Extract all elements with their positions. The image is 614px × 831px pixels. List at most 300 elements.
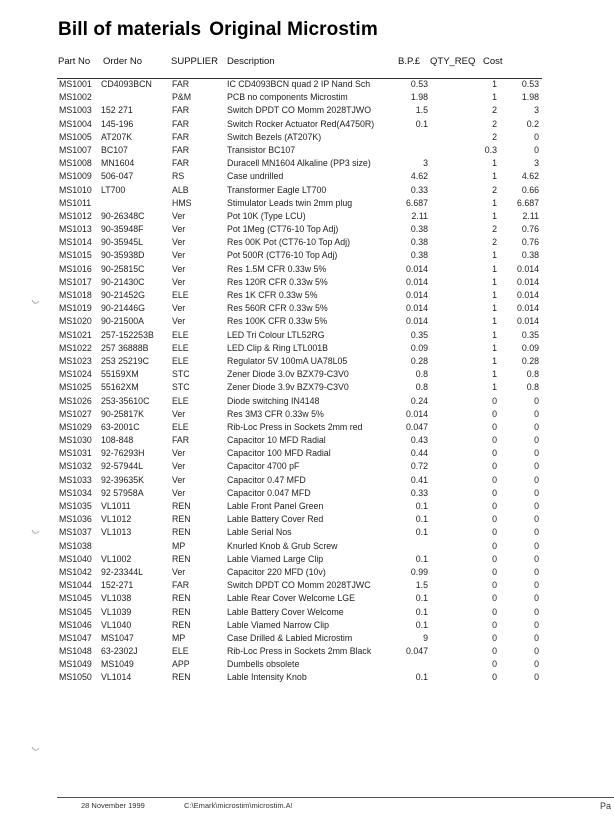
description-cell: Lable Battery Cover Welcome [227,606,344,617]
table-row [0,474,614,487]
cost-cell: 0.66 [521,184,539,195]
description-cell: Capacitor 10 MFD Radial [227,435,326,446]
part-no-cell: MS1031 [59,448,92,459]
header-description: Description [227,56,275,67]
order-no-cell: 108-848 [101,435,134,446]
unit-price-cell: 0.38 [410,237,428,248]
unit-price-cell: 0.1 [415,527,428,538]
cost-cell: 0.014 [516,263,539,274]
supplier-cell: Ver [172,566,186,577]
description-cell: Pot 1Meg (CT76-10 Top Adj) [227,224,339,235]
table-row [0,619,614,632]
quantity-cell: 0 [492,421,497,432]
part-no-cell: MS1013 [59,224,92,235]
table-row [0,395,614,408]
cost-cell: 0.014 [516,276,539,287]
table-row [0,302,614,315]
order-no-cell: 92 57958A [101,487,144,498]
part-no-cell: MS1008 [59,158,92,169]
unit-price-cell: 0.43 [410,435,428,446]
quantity-cell: 1 [492,316,497,327]
part-no-cell: MS1022 [59,342,92,353]
table-row [0,513,614,526]
unit-price-cell: 0.1 [415,553,428,564]
supplier-cell: Ver [172,316,186,327]
part-no-cell: MS1038 [59,540,92,551]
unit-price-cell: 0.53 [410,79,428,89]
supplier-cell: Ver [172,276,186,287]
cost-cell: 0 [534,659,539,670]
quantity-cell: 0 [492,527,497,538]
quantity-cell: 2 [492,224,497,235]
table-row [0,368,614,381]
cost-cell: 0 [534,593,539,604]
table-row [0,91,614,104]
description-cell: Res 1.5M CFR 0.33w 5% [227,263,327,274]
cost-cell: 0 [534,540,539,551]
unit-price-cell: 0.1 [415,501,428,511]
description-cell: Lable Viamed Large Clip [227,553,324,564]
supplier-cell: FAR [172,105,190,116]
order-no-cell: 253 25219C [101,355,149,366]
table-row [0,276,614,289]
part-no-cell: MS1011 [59,197,92,208]
table-row [0,671,614,684]
cost-cell: 0 [534,474,539,485]
description-cell: Lable Battery Cover Red [227,514,324,525]
table-row [0,645,614,658]
supplier-cell: FAR [172,158,190,169]
part-no-cell: MS1047 [59,632,92,643]
unit-price-cell: 0.09 [410,342,428,353]
part-no-cell: MS1026 [59,395,92,406]
table-row [0,553,614,566]
table-row [0,606,614,619]
cost-cell: 0 [534,619,539,630]
cost-cell: 0.53 [521,79,539,89]
order-no-cell: 90-35945L [101,237,144,248]
footer-date: 28 November 1999 [81,801,145,810]
supplier-cell: FAR [172,144,190,155]
description-cell: Lable Front Panel Green [227,501,324,511]
quantity-cell: 0.3 [484,144,497,155]
supplier-cell: REN [172,672,191,683]
order-no-cell: 90-21500A [101,316,145,327]
quantity-cell: 0 [492,619,497,630]
cost-cell: 0 [534,144,539,155]
cost-cell: 0 [534,408,539,419]
cost-cell: 0.28 [521,355,539,366]
cost-cell: 0 [534,580,539,591]
quantity-cell: 2 [492,184,497,195]
page-footer [57,797,614,810]
cost-cell: 0 [534,501,539,511]
supplier-cell: P&M [172,92,192,103]
cost-cell: 0 [534,421,539,432]
description-cell: Zener Diode 3.9v BZX79-C3V0 [227,382,349,393]
quantity-cell: 1 [492,250,497,261]
description-cell: Capacitor 0.47 MFD [227,474,306,485]
order-no-cell: AT207K [101,131,133,142]
table-row [0,249,614,262]
supplier-cell: APP [172,659,190,670]
quantity-cell: 2 [492,237,497,248]
description-cell: Rib-Loc Press in Sockets 2mm red [227,421,363,432]
description-cell: Switch Rocker Actuator Red(A4750R) [227,118,375,129]
description-cell: Capacitor 100 MFD Radial [227,448,331,459]
supplier-cell: REN [172,514,191,525]
part-no-cell: MS1042 [59,566,92,577]
unit-price-cell: 0.1 [415,672,428,683]
quantity-cell: 1 [492,79,497,89]
title-part-2: Original Microstim [209,19,378,40]
part-no-cell: MS1020 [59,316,92,327]
quantity-cell: 0 [492,553,497,564]
cost-cell: 4.62 [521,171,539,182]
unit-price-cell: 0.44 [410,448,428,459]
description-cell: LED Clip & Ring LTL001B [227,342,329,353]
table-row [0,104,614,117]
part-no-cell: MS1009 [59,171,92,182]
quantity-cell: 1 [492,158,497,169]
unit-price-cell: 0.014 [405,408,428,419]
table-row [0,131,614,144]
description-cell: Switch Bezels (AT207K) [227,131,322,142]
quantity-cell: 0 [492,646,497,657]
supplier-cell: ALB [172,184,189,195]
supplier-cell: ELE [172,329,189,340]
quantity-cell: 0 [492,606,497,617]
table-row [0,526,614,539]
supplier-cell: ELE [172,342,189,353]
unit-price-cell: 0.014 [405,263,428,274]
description-cell: Res 1K CFR 0.33w 5% [227,290,318,300]
supplier-cell: ELE [172,421,189,432]
supplier-cell: Ver [172,237,186,248]
supplier-cell: ELE [172,290,189,300]
table-row [0,632,614,645]
description-cell: Dumbells obsolete [227,659,300,670]
order-no-cell: 90-35938D [101,250,145,261]
supplier-cell: ELE [172,646,189,657]
order-no-cell: VL1013 [101,527,132,538]
part-no-cell: MS1018 [59,290,92,300]
unit-price-cell: 0.8 [415,382,428,393]
title-part-1: Bill of materials [58,19,202,40]
supplier-cell: REN [172,619,191,630]
bom-table-body [0,78,614,685]
header-cost: Cost [483,56,503,67]
cost-cell: 0.014 [516,303,539,314]
quantity-cell: 1 [492,303,497,314]
unit-price-cell: 1.5 [415,580,428,591]
cost-cell: 0.38 [521,250,539,261]
description-cell: Transistor BC107 [227,144,296,155]
supplier-cell: FAR [172,79,190,89]
quantity-cell: 0 [492,593,497,604]
quantity-cell: 0 [492,448,497,459]
cost-cell: 0.2 [526,118,539,129]
punch-mark-icon [31,298,40,307]
table-row [0,144,614,157]
description-cell: Switch DPDT CO Momm 2028TJWC [227,580,371,591]
supplier-cell: Ver [172,408,186,419]
table-row [0,592,614,605]
order-no-cell: MS1049 [101,659,134,670]
description-cell: Switch DPDT CO Momm 2028TJWO [227,105,372,116]
cost-cell: 3 [534,105,539,116]
header-part-no: Part No [58,56,91,67]
description-cell: Duracell MN1604 Alkaline (PP3 size) [227,158,371,169]
quantity-cell: 1 [492,290,497,300]
order-no-cell: 90-21446G [101,303,146,314]
part-no-cell: MS1029 [59,421,92,432]
unit-price-cell: 0.1 [415,593,428,604]
cost-cell: 0.76 [521,237,539,248]
order-no-cell: VL1011 [101,501,131,511]
cost-cell: 6.687 [516,197,539,208]
table-row [0,658,614,671]
quantity-cell: 0 [492,514,497,525]
supplier-cell: HMS [172,197,192,208]
quantity-cell: 1 [492,171,497,182]
quantity-cell: 0 [492,487,497,498]
cost-cell: 0 [534,448,539,459]
supplier-cell: REN [172,606,191,617]
table-row [0,487,614,500]
unit-price-cell: 0.33 [410,184,428,195]
quantity-cell: 0 [492,474,497,485]
table-row [0,118,614,131]
cost-cell: 0 [534,672,539,683]
order-no-cell: 152-271 [101,580,134,591]
order-no-cell: 257-152253B [101,329,154,340]
unit-price-cell: 0.24 [410,395,428,406]
description-cell: Lable Viamed Narrow Clip [227,619,330,630]
quantity-cell: 0 [492,659,497,670]
table-row [0,170,614,183]
part-no-cell: MS1005 [59,131,92,142]
quantity-cell: 1 [492,210,497,221]
quantity-cell: 2 [492,105,497,116]
description-cell: Knurled Knob & Grub Screw [227,540,338,551]
part-no-cell: MS1007 [59,144,92,155]
cost-cell: 0 [534,566,539,577]
quantity-cell: 0 [492,672,497,683]
table-row [0,78,614,91]
order-no-cell: 92-39635K [101,474,145,485]
supplier-cell: REN [172,501,191,511]
order-no-cell: 506-047 [101,171,134,182]
part-no-cell: MS1023 [59,355,92,366]
supplier-cell: FAR [172,118,190,129]
unit-price-cell: 0.1 [415,606,428,617]
part-no-cell: MS1034 [59,487,92,498]
description-cell: Res 00K Pot (CT76-10 Top Adj) [227,237,351,248]
part-no-cell: MS1010 [59,184,92,195]
supplier-cell: STC [172,369,190,380]
cost-cell: 0 [534,514,539,525]
cost-cell: 0.014 [516,316,539,327]
cost-cell: 0 [534,435,539,446]
unit-price-cell: 0.014 [405,316,428,327]
table-row [0,421,614,434]
table-row [0,223,614,236]
order-no-cell: 92-76293H [101,448,145,459]
table-row [0,460,614,473]
part-no-cell: MS1049 [59,659,92,670]
part-no-cell: MS1033 [59,474,92,485]
order-no-cell: VL1040 [101,619,132,630]
description-cell: Res 100K CFR 0.33w 5% [227,316,328,327]
quantity-cell: 1 [492,369,497,380]
table-row [0,355,614,368]
unit-price-cell: 0.38 [410,224,428,235]
part-no-cell: MS1044 [59,580,92,591]
cost-cell: 0.8 [526,369,539,380]
supplier-cell: Ver [172,263,186,274]
part-no-cell: MS1012 [59,210,92,221]
supplier-cell: FAR [172,580,190,591]
unit-price-cell: 0.38 [410,250,428,261]
description-cell: Pot 500R (CT76-10 Top Adj) [227,250,338,261]
supplier-cell: ELE [172,355,189,366]
cost-cell: 0.09 [521,342,539,353]
table-row [0,315,614,328]
unit-price-cell: 0.41 [410,474,428,485]
quantity-cell: 1 [492,263,497,274]
part-no-cell: MS1045 [59,606,92,617]
order-no-cell: 92-23344L [101,566,144,577]
part-no-cell: MS1032 [59,461,92,472]
order-no-cell: BC107 [101,144,128,155]
quantity-cell: 1 [492,329,497,340]
cost-cell: 0 [534,487,539,498]
part-no-cell: MS1037 [59,527,92,538]
part-no-cell: MS1046 [59,619,92,630]
cost-cell: 3 [534,158,539,169]
table-row [0,447,614,460]
unit-price-cell: 0.014 [405,303,428,314]
part-no-cell: MS1002 [59,92,92,103]
part-no-cell: MS1014 [59,237,92,248]
description-cell: Capacitor 220 MFD (10v) [227,566,326,577]
part-no-cell: MS1048 [59,646,92,657]
unit-price-cell: 0.1 [415,514,428,525]
table-row [0,500,614,513]
description-cell: Case undrilled [227,171,284,182]
description-cell: Capacitor 0.047 MFD [227,487,311,498]
supplier-cell: FAR [172,435,190,446]
supplier-cell: STC [172,382,190,393]
cost-cell: 0 [534,527,539,538]
page-title [58,19,378,41]
supplier-cell: Ver [172,210,186,221]
quantity-cell: 0 [492,461,497,472]
order-no-cell: MS1047 [101,632,134,643]
cost-cell: 0.014 [516,290,539,300]
part-no-cell: MS1025 [59,382,92,393]
part-no-cell: MS1050 [59,672,92,683]
unit-price-cell: 0.014 [405,290,428,300]
order-no-cell: VL1002 [101,553,132,564]
description-cell: Lable Serial Nos [227,527,292,538]
part-no-cell: MS1040 [59,553,92,564]
part-no-cell: MS1019 [59,303,92,314]
order-no-cell: 55162XM [101,382,139,393]
order-no-cell: 152 271 [101,105,133,116]
cost-cell: 2.11 [522,210,539,221]
quantity-cell: 1 [492,197,497,208]
description-cell: Stimulator Leads twin 2mm plug [227,197,353,208]
punch-mark-icon [31,745,40,754]
unit-price-cell: 1.5 [415,105,428,116]
supplier-cell: REN [172,527,191,538]
order-no-cell: 90-21452G [101,290,146,300]
table-row [0,566,614,579]
table-row [0,210,614,223]
order-no-cell: 145-196 [101,118,134,129]
description-cell: Res 3M3 CFR 0.33w 5% [227,408,324,419]
part-no-cell: MS1027 [59,408,92,419]
order-no-cell: 92-57944L [101,461,144,472]
quantity-cell: 1 [492,342,497,353]
part-no-cell: MS1004 [59,118,92,129]
punch-mark-icon [31,528,40,537]
supplier-cell: REN [172,553,191,564]
table-row [0,289,614,302]
part-no-cell: MS1021 [59,329,92,340]
description-cell: Zener Diode 3.0v BZX79-C3V0 [227,369,349,380]
table-row [0,381,614,394]
unit-price-cell: 4.62 [410,171,428,182]
table-row [0,342,614,355]
order-no-cell: 63-2001C [101,421,140,432]
description-cell: Diode switching IN4148 [227,395,320,406]
unit-price-cell: 0.33 [410,487,428,498]
quantity-cell: 0 [492,580,497,591]
cost-cell: 0 [534,461,539,472]
order-no-cell: 90-21430C [101,276,145,287]
table-row [0,236,614,249]
quantity-cell: 1 [492,382,497,393]
footer-file-path: C:\Emark\microstim\microstim.A! [184,801,293,810]
description-cell: Capacitor 4700 pF [227,461,300,472]
description-cell: Res 120R CFR 0.33w 5% [227,276,328,287]
unit-price-cell: 0.72 [410,461,428,472]
table-row [0,263,614,276]
description-cell: Regulator 5V 100mA UA78L05 [227,355,348,366]
supplier-cell: MP [172,540,186,551]
order-no-cell: VL1014 [101,672,132,683]
order-no-cell: 90-25815C [101,263,145,274]
part-no-cell: MS1015 [59,250,92,261]
unit-price-cell: 0.28 [410,355,428,366]
quantity-cell: 1 [492,276,497,287]
supplier-cell: Ver [172,250,186,261]
cost-cell: 0 [534,632,539,643]
part-no-cell: MS1017 [59,276,92,287]
description-cell: LED Tri Colour LTL52RG [227,329,325,340]
description-cell: Pot 10K (Type LCU) [227,210,306,221]
order-no-cell: 63-2302J [101,646,138,657]
table-row [0,329,614,342]
unit-price-cell: 0.047 [405,421,428,432]
cost-cell: 0 [534,606,539,617]
part-no-cell: MS1045 [59,593,92,604]
cost-cell: 0 [534,646,539,657]
supplier-cell: Ver [172,303,186,314]
